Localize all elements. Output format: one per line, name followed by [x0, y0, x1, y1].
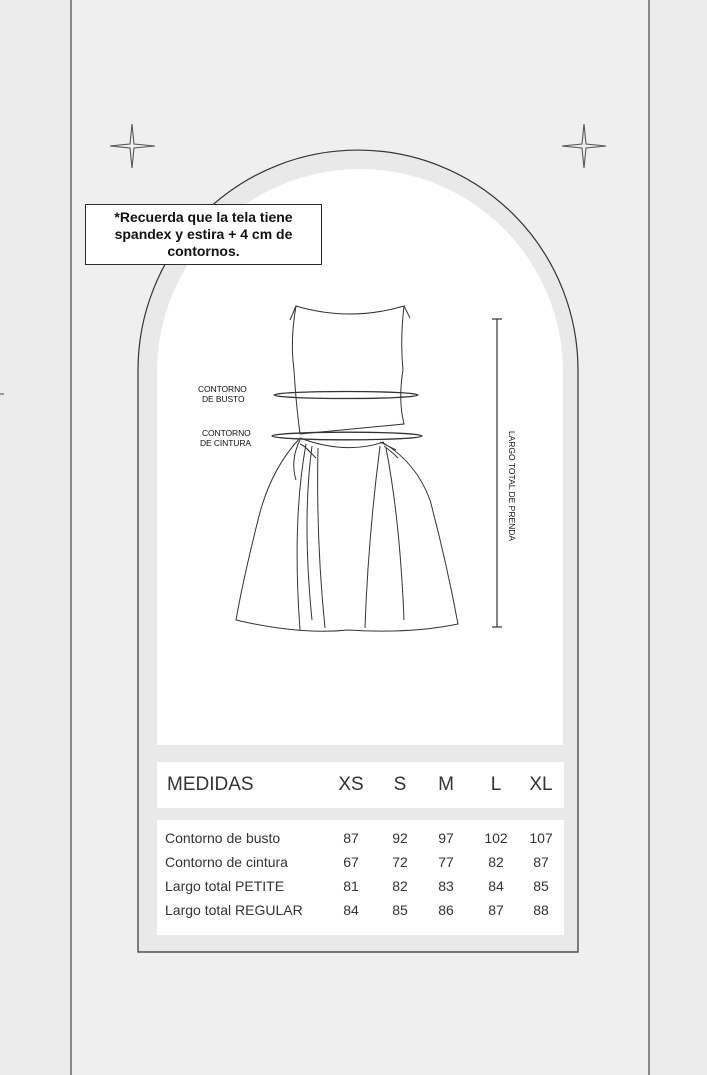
table-row: [157, 826, 564, 850]
note-line-3: contornos.: [167, 243, 240, 259]
cell: 84: [488, 878, 504, 894]
cell: 84: [343, 902, 359, 918]
size-header-xl: XL: [529, 774, 553, 795]
row-label: Largo total REGULAR: [165, 902, 303, 918]
cell: 85: [392, 902, 408, 918]
cell: 88: [533, 902, 549, 918]
note-line-2: spandex y estira + 4 cm de: [114, 226, 293, 242]
size-header-m: M: [438, 774, 454, 795]
waist-label: CONTORNO DE CINTURA: [200, 428, 251, 448]
cell: 72: [392, 854, 408, 870]
table-row: [157, 874, 564, 898]
length-label: LARGO TOTAL DE PRENDA: [507, 430, 517, 542]
size-header-s: S: [393, 774, 407, 795]
row-label: Largo total PETITE: [165, 878, 285, 894]
cell: 87: [533, 854, 549, 870]
cell: 87: [343, 830, 359, 846]
cell: 82: [488, 854, 504, 870]
table-row: [157, 850, 564, 874]
row-label: Contorno de cintura: [165, 854, 288, 870]
cell: 97: [438, 830, 454, 846]
cell: 85: [533, 878, 549, 894]
cell: 83: [438, 878, 454, 894]
size-header-xs: XS: [338, 774, 364, 795]
bust-label: CONTORNO DE BUSTO: [198, 384, 247, 404]
cell: 77: [438, 854, 454, 870]
cell: 86: [438, 902, 454, 918]
cell: 92: [392, 830, 408, 846]
row-label: Contorno de busto: [165, 830, 281, 846]
note-line-1: *Recuerda que la tela tiene: [114, 209, 293, 225]
cell: 102: [484, 830, 508, 846]
fabric-note: [85, 204, 322, 265]
cell: 87: [488, 902, 504, 918]
size-table-body: [157, 820, 564, 935]
table-row: [157, 898, 564, 922]
cell: 67: [343, 854, 359, 870]
size-table-header: [157, 762, 564, 808]
cell: 81: [343, 878, 359, 894]
size-header-l: L: [490, 774, 502, 795]
table-title: MEDIDAS: [167, 774, 254, 795]
cell: 82: [392, 878, 408, 894]
cell: 107: [529, 830, 553, 846]
